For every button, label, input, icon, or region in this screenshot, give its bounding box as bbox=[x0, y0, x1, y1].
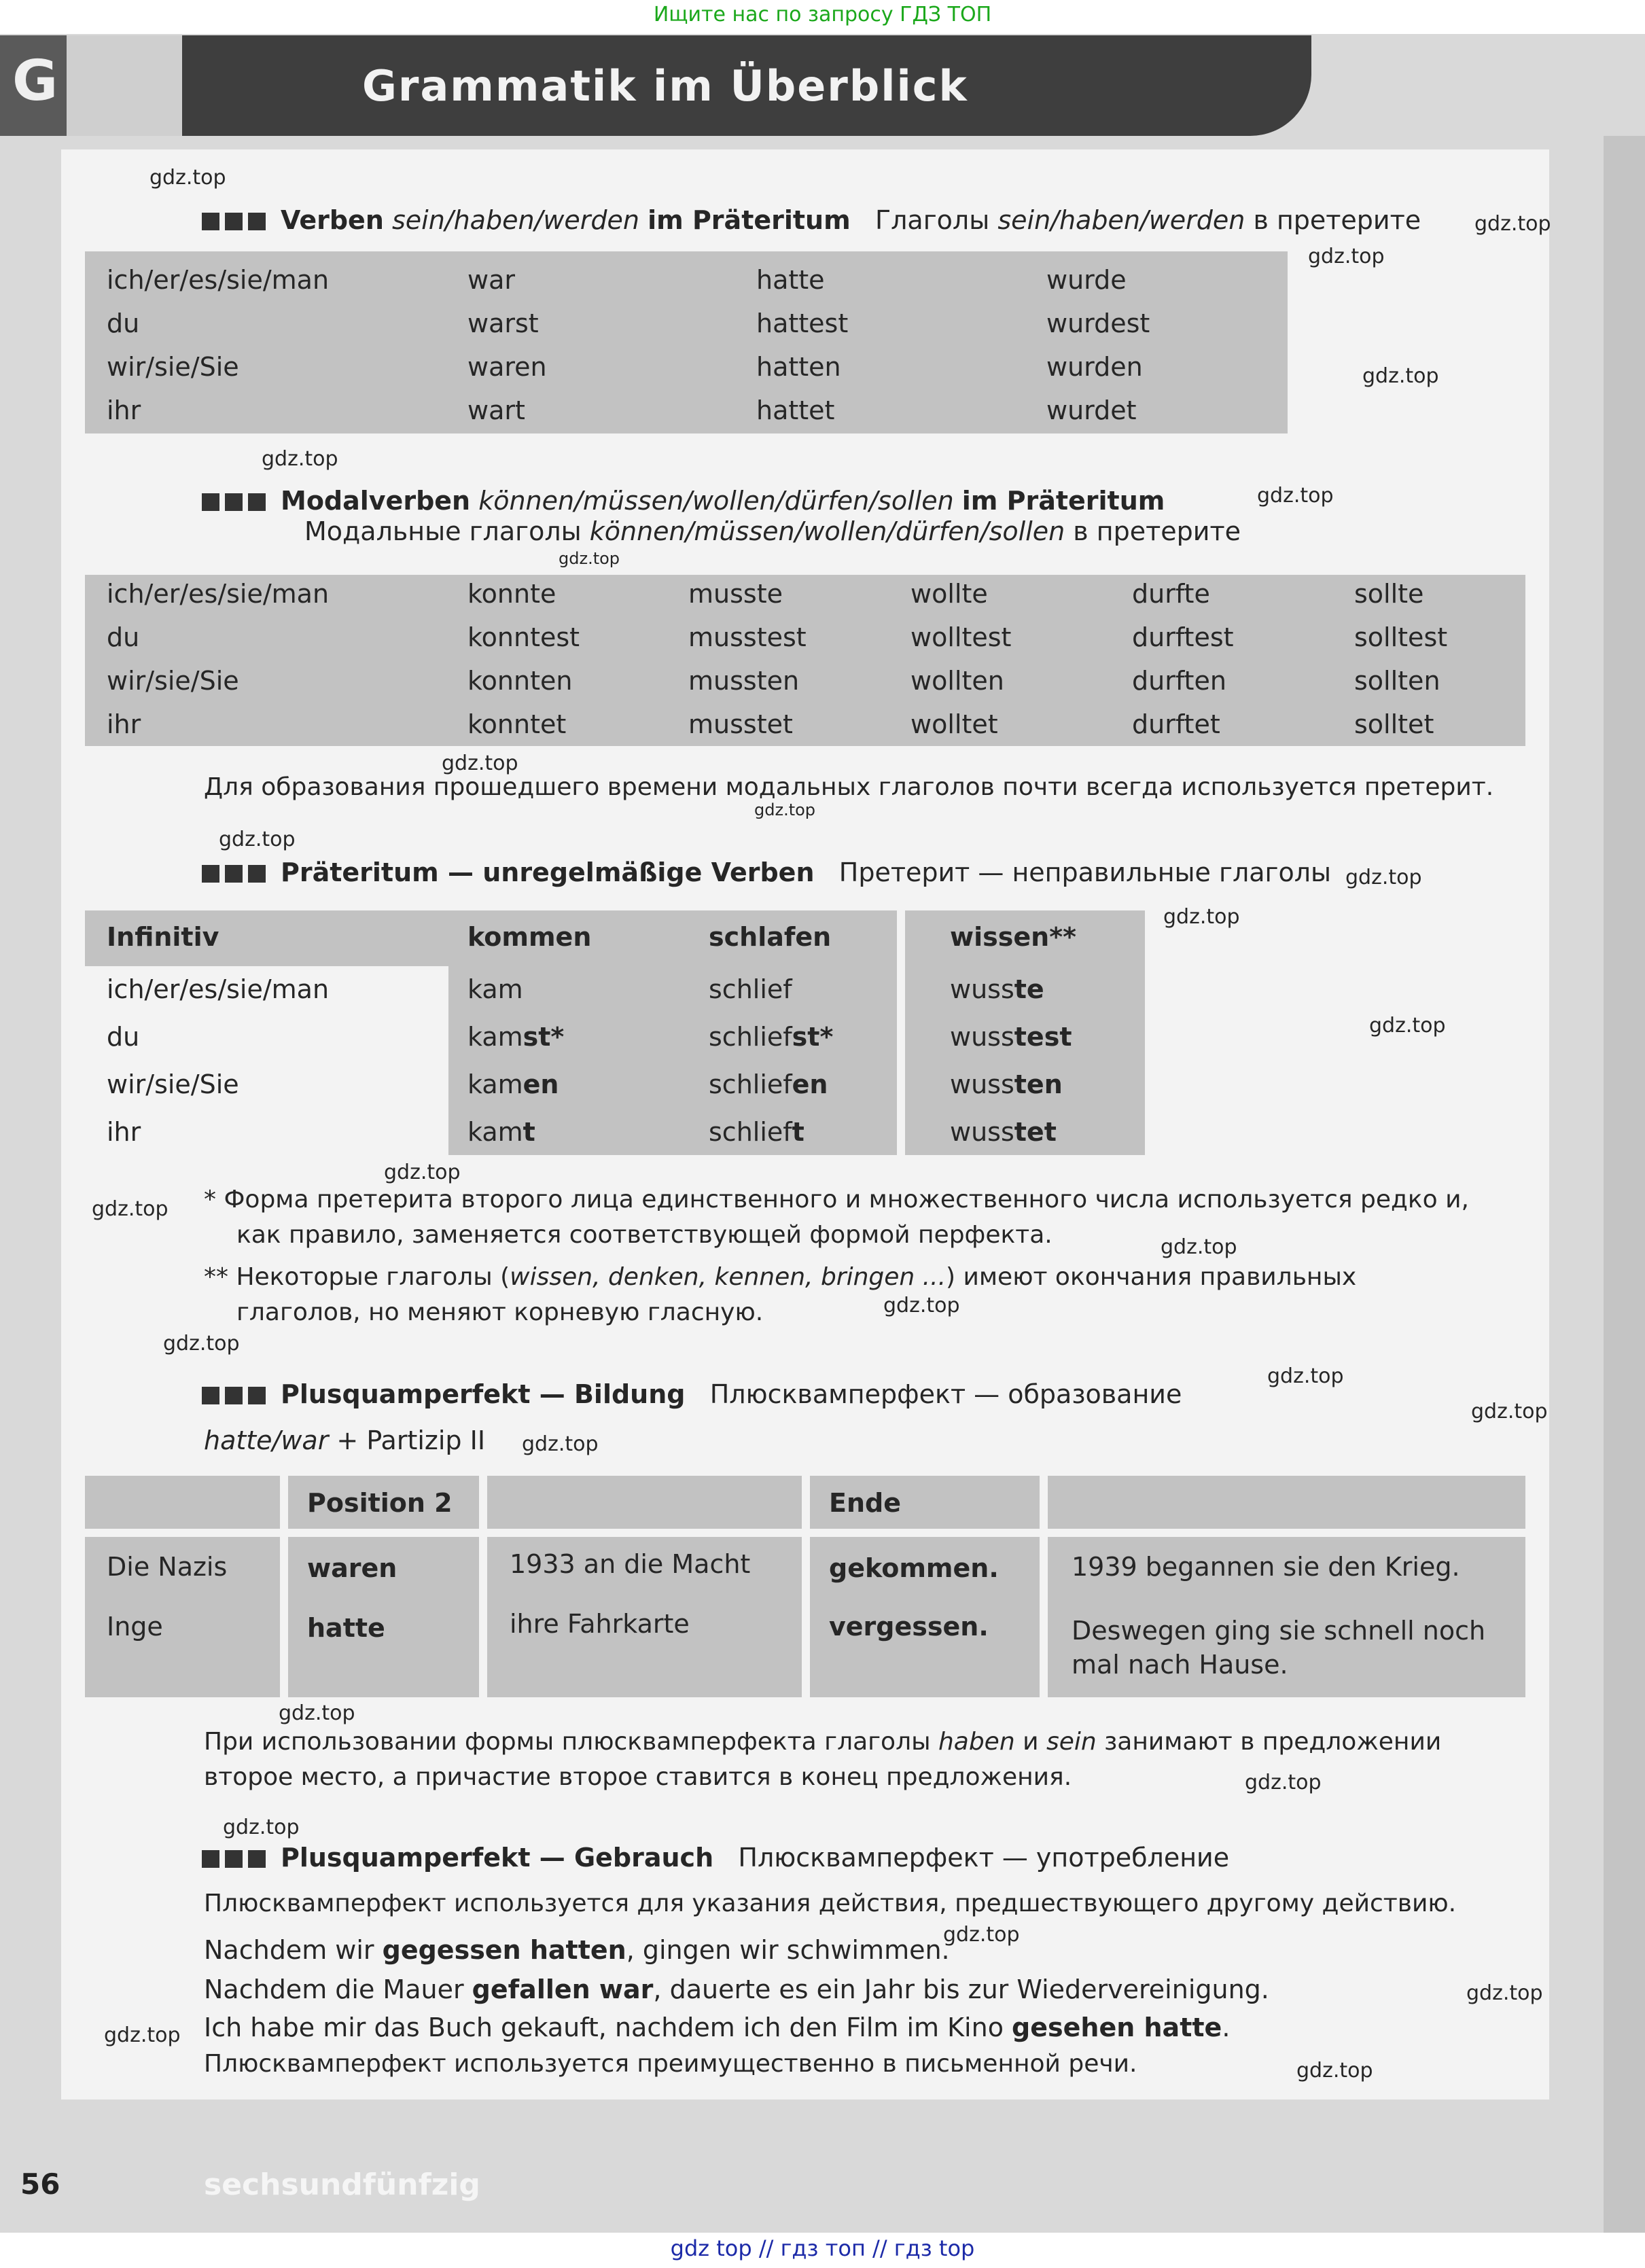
table-header: wissen** bbox=[950, 922, 1076, 952]
watermark: gdz.top bbox=[1362, 364, 1439, 388]
square-icon bbox=[202, 1850, 219, 1868]
watermark: gdz.top bbox=[1474, 212, 1551, 236]
table-cell: durftest bbox=[1132, 622, 1234, 652]
column-divider bbox=[479, 1476, 487, 1697]
watermark: gdz.top bbox=[754, 800, 816, 819]
page-title: Grammatik im Überblick bbox=[362, 61, 968, 111]
watermark: gdz.top bbox=[223, 1815, 300, 1839]
watermark: gdz.top bbox=[1471, 1400, 1548, 1423]
table-header: kommen bbox=[467, 922, 592, 952]
column-divider bbox=[897, 910, 905, 1155]
column-divider bbox=[802, 1476, 810, 1697]
table-cell: schlieft bbox=[709, 1117, 804, 1147]
watermark: gdz.top bbox=[1163, 905, 1240, 929]
table-cell: konntet bbox=[467, 709, 567, 739]
watermark: gdz.top bbox=[1267, 1364, 1344, 1388]
example-2: Nachdem die Mauer gefallen war, dauerte es ein Jahr bis zur Wiedervereinigung. bbox=[204, 1974, 1269, 2004]
watermark: gdz.top bbox=[384, 1160, 461, 1184]
column-divider bbox=[1040, 1476, 1048, 1697]
table-cell: ihr bbox=[107, 709, 141, 739]
table-header: Position 2 bbox=[307, 1488, 453, 1518]
square-icon bbox=[202, 865, 219, 883]
table-cell: schliefst* bbox=[709, 1022, 834, 1052]
table-cell: waren bbox=[307, 1553, 397, 1583]
formula: hatte/war + Partizip II bbox=[204, 1425, 486, 1455]
square-icon bbox=[202, 213, 219, 230]
table-cell: hattest bbox=[756, 308, 849, 338]
table-cell: mal nach Hause. bbox=[1072, 1650, 1288, 1680]
table-cell: vergessen. bbox=[829, 1612, 989, 1642]
column-divider bbox=[280, 1476, 288, 1697]
table-cell: wusstet bbox=[950, 1117, 1057, 1147]
square-icon bbox=[248, 865, 266, 883]
gebrauch-line: Плюсквамперфект используется для указания действия, предшествующего другому действию. bbox=[204, 1890, 1457, 1917]
table-cell: ihre Fahrkarte bbox=[510, 1609, 690, 1639]
table-cell: kam bbox=[467, 974, 523, 1004]
table-cell: ich/er/es/sie/man bbox=[107, 579, 330, 609]
table-cell: sollten bbox=[1354, 666, 1440, 696]
example-3: Ich habe mir das Buch gekauft, nachdem ich den Film im Kino gesehen hatte. bbox=[204, 2013, 1231, 2042]
watermark: gdz.top bbox=[559, 549, 620, 568]
square-icon bbox=[225, 493, 243, 511]
section-heading-modalverben: Modalverben können/müssen/wollen/dürfen/sollen im Präteritum bbox=[202, 486, 1165, 516]
table-cell: wir/sie/Sie bbox=[107, 1069, 239, 1099]
watermark: gdz.top bbox=[943, 1923, 1020, 1947]
table-cell: wir/sie/Sie bbox=[107, 352, 239, 382]
table-cell: wolltet bbox=[910, 709, 998, 739]
square-icon bbox=[225, 1387, 243, 1404]
table-cell: wurden bbox=[1046, 352, 1143, 382]
square-icon bbox=[248, 493, 266, 511]
watermark: gdz.top bbox=[149, 166, 226, 190]
table-cell: Inge bbox=[107, 1612, 163, 1642]
table-cell: wurde bbox=[1046, 265, 1127, 295]
table-cell: wusste bbox=[950, 974, 1044, 1004]
watermark: gdz.top bbox=[1345, 866, 1422, 889]
table-cell: wurdest bbox=[1046, 308, 1150, 338]
table-cell: war bbox=[467, 265, 515, 295]
top-banner-link[interactable]: Ищите нас по запросу ГДЗ ТОП bbox=[653, 3, 992, 26]
section-heading-bildung: Plusquamperfekt — Bildung Плюсквамперфект — образование bbox=[202, 1379, 1182, 1409]
watermark: gdz.top bbox=[219, 828, 296, 851]
table-cell: wart bbox=[467, 395, 525, 425]
table-cell: ihr bbox=[107, 395, 141, 425]
watermark: gdz.top bbox=[1245, 1771, 1322, 1794]
bildung-note: При использовании формы плюсквамперфекта глаголы haben и sein занимают в предложении bbox=[204, 1728, 1442, 1756]
table-cell: ihr bbox=[107, 1117, 141, 1147]
section-heading-praeteritum: Präteritum — unregelmäßige Verben Претерит — неправильные глаголы bbox=[202, 857, 1331, 887]
table-cell: hatte bbox=[307, 1613, 385, 1643]
table-header: schlafen bbox=[709, 922, 832, 952]
section-subheading-modalverben: Модальные глаголы können/müssen/wollen/dürfen/sollen в претерите bbox=[304, 516, 1241, 546]
table-cell: kamen bbox=[467, 1069, 559, 1099]
table-cell: du bbox=[107, 1022, 140, 1052]
table-cell: schlief bbox=[709, 974, 792, 1004]
square-icon bbox=[248, 1387, 266, 1404]
watermark: gdz.top bbox=[1466, 1981, 1543, 2005]
table-cell: gekommen. bbox=[829, 1553, 999, 1583]
watermark: gdz.top bbox=[104, 2023, 181, 2047]
gebrauch-note: Плюсквамперфект используется преимущественно в письменной речи. bbox=[204, 2050, 1137, 2078]
watermark: gdz.top bbox=[262, 447, 338, 471]
watermark: gdz.top bbox=[522, 1432, 599, 1456]
watermark: gdz.top bbox=[279, 1701, 355, 1725]
watermark: gdz.top bbox=[1369, 1014, 1446, 1038]
table-cell: ich/er/es/sie/man bbox=[107, 265, 330, 295]
table-cell: konnten bbox=[467, 666, 573, 696]
table-cell: schliefen bbox=[709, 1069, 828, 1099]
table-cell: wussten bbox=[950, 1069, 1063, 1099]
table-cell: durften bbox=[1132, 666, 1226, 696]
watermark: gdz.top bbox=[1161, 1235, 1237, 1259]
footnote-2: ** Некоторые глаголы (wissen, denken, kennen, bringen ...) имеют окончания правильных bbox=[204, 1263, 1357, 1291]
square-icon bbox=[225, 213, 243, 230]
watermark: gdz.top bbox=[1257, 484, 1334, 508]
table-cell: hatte bbox=[756, 265, 825, 295]
table-cell: kamst* bbox=[467, 1022, 565, 1052]
watermark: gdz.top bbox=[1296, 2059, 1373, 2083]
table-cell: konnte bbox=[467, 579, 556, 609]
table-cell: 1933 an die Macht bbox=[510, 1549, 751, 1579]
table-cell: kamt bbox=[467, 1117, 535, 1147]
square-icon bbox=[225, 865, 243, 883]
table-cell: wusstest bbox=[950, 1022, 1072, 1052]
page-number: 56 bbox=[20, 2167, 60, 2201]
section-heading-verben: Verben sein/haben/werden im Präteritum Глаголы sein/haben/werden в претерите bbox=[202, 205, 1421, 235]
table-cell: waren bbox=[467, 352, 547, 382]
watermark: gdz.top bbox=[1308, 245, 1385, 268]
table-cell: warst bbox=[467, 308, 539, 338]
watermark: gdz.top bbox=[163, 1332, 240, 1356]
table-cell: du bbox=[107, 308, 140, 338]
square-icon bbox=[202, 493, 219, 511]
table-cell: konntest bbox=[467, 622, 580, 652]
table-cell: mussten bbox=[688, 666, 800, 696]
table-header: Ende bbox=[829, 1488, 901, 1518]
square-icon bbox=[248, 213, 266, 230]
table-cell: wollten bbox=[910, 666, 1004, 696]
table-header: Infinitiv bbox=[107, 922, 219, 952]
table-cell: wollte bbox=[910, 579, 988, 609]
table-cell: hattet bbox=[756, 395, 835, 425]
table-cell: musstet bbox=[688, 709, 793, 739]
table-cell: wurdet bbox=[1046, 395, 1137, 425]
square-icon bbox=[225, 1850, 243, 1868]
page-edge-shadow bbox=[1604, 136, 1645, 2233]
table-cell: ich/er/es/sie/man bbox=[107, 974, 330, 1004]
footnote-1: * Форма претерита второго лица единственного и множественного числа используется редко и, bbox=[204, 1186, 1469, 1213]
table-cell: sollte bbox=[1354, 579, 1424, 609]
square-icon bbox=[202, 1387, 219, 1404]
page-number-word: sechsundfünfzig bbox=[204, 2167, 480, 2202]
watermark: gdz.top bbox=[883, 1294, 960, 1317]
table-cell: durfte bbox=[1132, 579, 1210, 609]
square-icon bbox=[248, 1850, 266, 1868]
bildung-note-cont: второе место, а причастие второе ставится в конец предложения. bbox=[204, 1763, 1072, 1791]
table-cell: Deswegen ging sie schnell noch bbox=[1072, 1616, 1486, 1646]
table-cell: musste bbox=[688, 579, 783, 609]
table-cell: musstest bbox=[688, 622, 807, 652]
example-1: Nachdem wir gegessen hatten, gingen wir schwimmen. bbox=[204, 1935, 950, 1965]
table-cell: wir/sie/Sie bbox=[107, 666, 239, 696]
table-cell: solltest bbox=[1354, 622, 1448, 652]
footnote-2-cont: глаголов, но меняют корневую гласную. bbox=[236, 1298, 764, 1326]
watermark: gdz.top bbox=[92, 1197, 169, 1221]
table-cell: Die Nazis bbox=[107, 1552, 228, 1582]
footnote-1-cont: как правило, заменяется соответствующей формой перфекта. bbox=[236, 1221, 1053, 1249]
chapter-letter: G bbox=[12, 49, 58, 113]
table-cell: 1939 begannen sie den Krieg. bbox=[1072, 1552, 1460, 1582]
modal-note: Для образования прошедшего времени модальных глаголов почти всегда используется претерит. bbox=[204, 773, 1494, 801]
header-separator bbox=[67, 35, 182, 136]
table-cell: solltet bbox=[1354, 709, 1434, 739]
table-cell: hatten bbox=[756, 352, 841, 382]
row-divider bbox=[85, 1529, 1525, 1537]
table-cell: du bbox=[107, 622, 140, 652]
section-heading-gebrauch: Plusquamperfekt — Gebrauch Плюсквамперфект — употребление bbox=[202, 1843, 1229, 1873]
table-cell: durftet bbox=[1132, 709, 1220, 739]
table-cell: wolltest bbox=[910, 622, 1012, 652]
watermark: gdz.top bbox=[442, 751, 518, 775]
bottom-banner-link[interactable]: gdz top // гдз топ // гдз top bbox=[670, 2235, 975, 2261]
